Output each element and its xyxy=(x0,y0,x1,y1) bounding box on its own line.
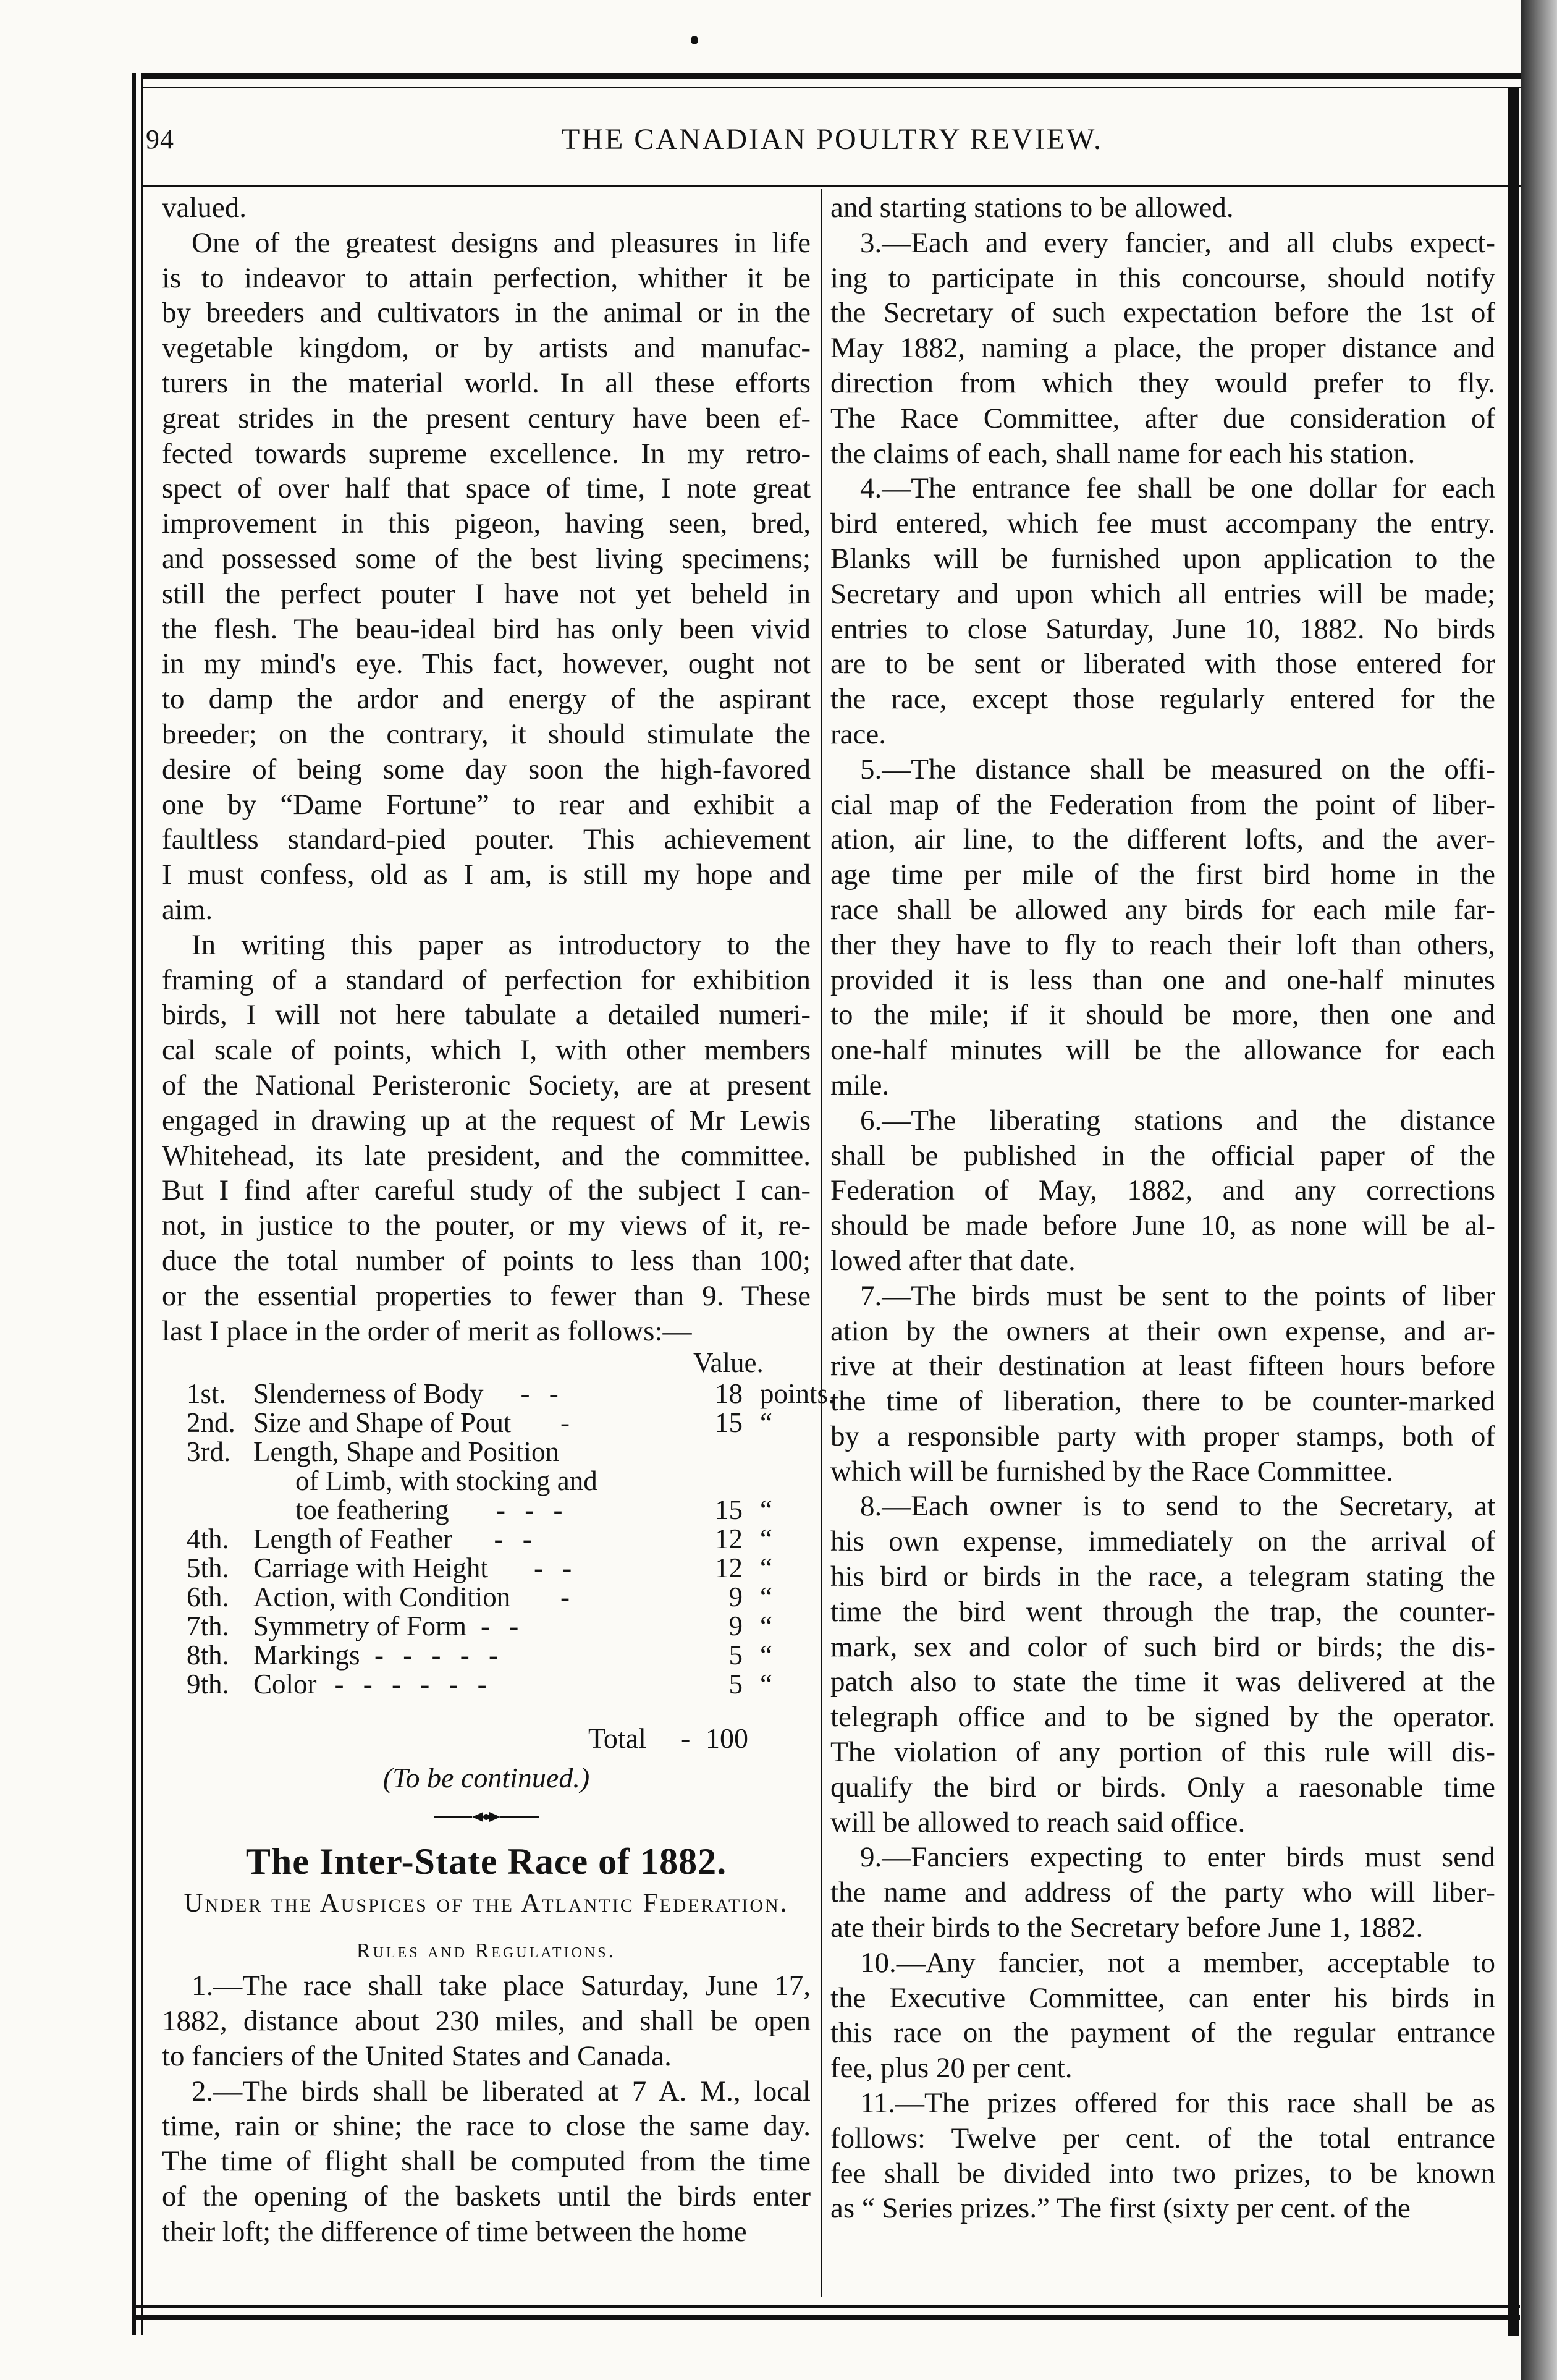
text-line: one by “Dame Fortune” to rear and exhibit a xyxy=(162,788,811,821)
text-line: 5.—The distance shall be measured on the offi- xyxy=(860,753,1495,786)
text-line: duce the total number of points to less than 100; xyxy=(162,1244,811,1277)
point-property: Color xyxy=(253,1669,317,1700)
text-line: direction from which they would prefer to fly. xyxy=(830,366,1495,399)
text-line: 1882, distance about 230 miles, and shall be open xyxy=(162,2005,811,2038)
text-line: ation, air line, to the different lofts, and the aver- xyxy=(830,823,1495,856)
text-line: the time of liberation, there to be counter-marked xyxy=(830,1385,1495,1418)
text-line: Federation of May, 1882, and any corrections xyxy=(830,1174,1495,1207)
text-line: patch also to state the time it was delivered at the xyxy=(830,1666,1495,1698)
text-line: time the bird went through the trap, the counter- xyxy=(830,1595,1495,1628)
text-line: desire of being some day soon the high-favored xyxy=(162,753,811,786)
point-value: 9 xyxy=(728,1582,743,1613)
points-total-row xyxy=(162,1721,811,1758)
point-unit: “ xyxy=(760,1494,772,1526)
running-title: THE CANADIAN POULTRY REVIEW. xyxy=(562,123,1103,156)
point-value: 18 xyxy=(715,1378,743,1410)
point-unit: “ xyxy=(760,1552,772,1584)
text-line: still the perfect pouter I have not yet beheld in xyxy=(162,577,811,610)
text-line: breeder; on the contrary, it should stimulate the xyxy=(162,718,811,750)
text-line: fected towards supreme excellence. In my retro- xyxy=(162,437,811,470)
text-line: last I place in the order of merit as follows:— xyxy=(162,1315,692,1347)
point-property: Action, with Condition xyxy=(253,1582,511,1613)
point-value: 12 xyxy=(715,1552,743,1584)
point-value: 5 xyxy=(728,1640,743,1671)
text-line: provided it is less than one and one-half minutes xyxy=(830,963,1495,996)
text-line: their loft; the difference of time between the home xyxy=(162,2215,747,2248)
text-line: this race on the payment of the regular entrance xyxy=(830,2017,1495,2049)
text-line: The violation of any portion of this rule will dis- xyxy=(830,1736,1495,1769)
text-line: rive at their destination at least fifteen hours before xyxy=(830,1350,1495,1383)
text-line: the Executive Committee, can enter his birds in xyxy=(830,1981,1495,2014)
total-value: 100 xyxy=(706,1722,748,1755)
point-dashes: - - xyxy=(481,1611,525,1642)
point-dashes: - - - - - xyxy=(374,1640,504,1671)
text-line: Whitehead, its late president, and the committee. xyxy=(162,1139,811,1172)
header-rule xyxy=(143,185,1521,187)
point-unit: “ xyxy=(760,1669,772,1700)
text-line: fee shall be divided into two prizes, to be known xyxy=(830,2157,1495,2190)
point-unit: “ xyxy=(760,1611,772,1642)
point-property: Length of Feather xyxy=(253,1523,453,1555)
right-border xyxy=(1508,87,1519,2336)
text-line: cial map of the Federation from the point of liber- xyxy=(830,788,1495,821)
text-line: ing to participate in this concourse, should notify xyxy=(830,261,1495,294)
points-row xyxy=(162,1525,811,1554)
text-line: ther they have to fly to reach their loft than others, xyxy=(830,928,1495,961)
text-line: 1.—The race shall take place Saturday, June 17, xyxy=(192,1970,811,2002)
ornament-divider-icon xyxy=(434,1810,539,1824)
text-line: One of the greatest designs and pleasures in life xyxy=(192,226,811,259)
text-line: or the essential properties to fewer than 9. These xyxy=(162,1279,811,1312)
point-property: Size and Shape of Pout xyxy=(253,1407,512,1439)
ink-dot xyxy=(691,36,698,44)
points-row xyxy=(162,1583,811,1612)
point-dashes: - xyxy=(560,1582,576,1613)
point-value: 9 xyxy=(728,1611,743,1642)
text-line: and possessed some of the best living specimens; xyxy=(162,542,811,575)
text-line: the flesh. The beau-ideal bird has only been vivid xyxy=(162,612,811,645)
points-row xyxy=(162,1612,811,1641)
point-property: Symmetry of Form xyxy=(253,1611,466,1642)
text-line: of the opening of the baskets until the birds enter xyxy=(162,2180,811,2213)
text-line: should be made before June 10, as none will be al- xyxy=(830,1209,1495,1242)
page-edge-shadow xyxy=(1521,0,1557,2380)
points-row xyxy=(162,1641,811,1670)
text-line: May 1882, naming a place, the proper distance and xyxy=(830,332,1495,365)
value-header: Value. xyxy=(693,1347,764,1379)
text-line: the name and address of the party who will liber- xyxy=(830,1876,1495,1909)
point-dashes: - - - xyxy=(496,1494,569,1526)
bottom-border-thick xyxy=(132,2315,1520,2320)
text-line: cal scale of points, which I, with other members xyxy=(162,1034,811,1067)
left-column-text xyxy=(162,190,811,1349)
text-line: turers in the material world. In all these efforts xyxy=(162,366,811,399)
text-line: framing of a standard of perfection for exhibition xyxy=(162,963,811,996)
text-line: mile. xyxy=(830,1069,890,1101)
text-line: time, rain or shine; the race to close the same day. xyxy=(162,2110,811,2143)
point-dashes: - - - - - - xyxy=(334,1669,493,1700)
text-line: Secretary and upon which all entries will be made; xyxy=(830,577,1495,610)
to-be-continued: (To be continued.) xyxy=(382,1762,590,1794)
text-line: fee, plus 20 per cent. xyxy=(830,2052,1073,2085)
text-line: But I find after careful study of the subject I can- xyxy=(162,1174,811,1207)
text-line: are to be sent or liberated with those entered for xyxy=(830,648,1495,680)
text-line: one-half minutes will be the allowance for each xyxy=(830,1034,1495,1067)
text-line: The time of flight shall be computed from the time xyxy=(162,2145,811,2178)
point-ordinal: 9th. xyxy=(187,1669,229,1700)
text-line: the claims of each, shall name for each his station. xyxy=(830,437,1416,470)
point-value: 12 xyxy=(715,1523,743,1555)
text-line: improvement in this pigeon, having seen, bred, xyxy=(162,507,811,540)
text-line: vegetable kingdom, or by artists and manufac- xyxy=(162,332,811,365)
text-line: his bird or birds in the race, a telegram stating the xyxy=(830,1561,1495,1593)
text-line: ate their birds to the Secretary before June 1, 1882. xyxy=(830,1912,1424,1944)
point-unit: “ xyxy=(760,1582,772,1613)
point-property-cont: of Limb, with stocking and xyxy=(295,1465,597,1497)
point-property: Length, Shape and Position xyxy=(253,1436,559,1468)
point-property: Slenderness of Body xyxy=(253,1378,484,1410)
total-label: Total xyxy=(588,1722,646,1755)
text-line: 10.—Any fancier, not a member, acceptable to xyxy=(860,1946,1495,1979)
text-line: 11.—The prizes offered for this race shall be as xyxy=(860,2087,1495,2120)
text-line: to the mile; if it should be more, then one and xyxy=(830,999,1495,1031)
text-line: is to indeavor to attain perfection, whither it be xyxy=(162,261,811,294)
point-unit: “ xyxy=(760,1407,772,1439)
points-row xyxy=(162,1408,811,1438)
bottom-border-thin xyxy=(132,2305,1520,2308)
points-row xyxy=(162,1378,835,1410)
point-property: Carriage with Height xyxy=(253,1552,488,1584)
point-dashes: - xyxy=(560,1407,576,1439)
top-border-thick xyxy=(143,73,1521,79)
point-unit: points. xyxy=(760,1378,835,1410)
point-ordinal: 7th. xyxy=(187,1611,229,1642)
points-row xyxy=(162,1670,811,1699)
text-line: aim. xyxy=(162,893,213,926)
text-line: 2.—The birds shall be liberated at 7 A. M., local xyxy=(192,2075,811,2107)
text-line: his own expense, immediately on the arrival of xyxy=(830,1525,1495,1558)
total-dash: - xyxy=(681,1722,691,1755)
text-line: and starting stations to be allowed. xyxy=(830,192,1234,224)
left-border-inner xyxy=(141,73,143,2335)
text-line: race. xyxy=(830,718,886,750)
point-value: 5 xyxy=(728,1669,743,1700)
text-line: by breeders and cultivators in the animal or in the xyxy=(162,297,811,329)
right-column-text xyxy=(830,190,1495,2226)
points-row-continuation xyxy=(162,1467,811,1496)
text-line: lowed after that date. xyxy=(830,1244,1076,1277)
right-column xyxy=(830,190,1495,2226)
article-title: The Inter-State Race of 1882. xyxy=(245,1841,727,1882)
points-table xyxy=(162,1347,835,1700)
point-dashes: - - xyxy=(534,1552,578,1584)
point-property-cont: toe feathering xyxy=(295,1494,449,1526)
point-value: 15 xyxy=(715,1407,743,1439)
text-line: faultless standard-pied pouter. This achievement xyxy=(162,823,811,856)
text-line: 7.—The birds must be sent to the points of liber xyxy=(860,1279,1495,1312)
top-border-thin xyxy=(143,87,1521,88)
article-subtitle: Under the Auspices of the Atlantic Federation. xyxy=(184,1889,789,1918)
text-line: shall be published in the official paper of the xyxy=(830,1139,1495,1172)
point-ordinal: 2nd. xyxy=(187,1407,235,1439)
text-line: to damp the ardor and energy of the aspirant xyxy=(162,683,811,716)
point-value: 15 xyxy=(715,1494,743,1526)
points-row xyxy=(162,1438,811,1467)
point-ordinal: 4th. xyxy=(187,1523,229,1555)
points-table-body xyxy=(162,1378,835,1700)
text-line: 9.—Fanciers expecting to enter birds must send xyxy=(860,1841,1495,1874)
point-ordinal: 3rd. xyxy=(187,1436,231,1468)
points-table-header xyxy=(162,1349,811,1379)
point-dashes: - - xyxy=(494,1523,538,1555)
point-unit: “ xyxy=(760,1640,772,1671)
text-line: as “ Series prizes.” The first (sixty per cent. of the xyxy=(830,2192,1411,2225)
text-line: valued. xyxy=(162,192,247,224)
text-line: race shall be allowed any birds for each mile far- xyxy=(830,893,1495,926)
text-line: telegraph office and to be signed by the operator. xyxy=(830,1701,1495,1734)
text-line: bird entered, which fee must accompany the entry. xyxy=(830,507,1495,540)
text-line: the Secretary of such expectation before the 1st of xyxy=(830,297,1495,329)
text-line: of the National Peristeronic Society, are at present xyxy=(162,1069,811,1101)
text-line: mark, sex and color of such bird or birds; the dis- xyxy=(830,1630,1495,1663)
point-ordinal: 6th. xyxy=(187,1582,229,1613)
text-line: in my mind's eye. This fact, however, ought not xyxy=(162,648,811,680)
left-border-outer xyxy=(132,73,136,2335)
text-line: birds, I will not here tabulate a detailed numeri- xyxy=(162,999,811,1031)
point-ordinal: 5th. xyxy=(187,1552,229,1584)
point-ordinal: 1st. xyxy=(187,1378,226,1410)
column-divider xyxy=(821,189,822,2297)
text-line: 4.—The entrance fee shall be one dollar for each xyxy=(860,472,1495,505)
point-unit: “ xyxy=(760,1523,772,1555)
text-line: age time per mile of the first bird home in the xyxy=(830,858,1495,891)
text-line: In writing this paper as introductory to the xyxy=(192,928,811,961)
text-line: to fanciers of the United States and Canada. xyxy=(162,2039,672,2072)
text-line: ation by the owners at their own expense, and ar- xyxy=(830,1315,1495,1347)
page-number: 94 xyxy=(146,124,174,155)
text-line: which will be furnished by the Race Committee. xyxy=(830,1455,1394,1488)
point-property: Markings xyxy=(253,1640,360,1671)
left-column xyxy=(162,190,835,2250)
text-line: not, in justice to the pouter, or my views of it, re- xyxy=(162,1209,811,1242)
point-ordinal: 8th. xyxy=(187,1640,229,1671)
text-line: Blanks will be furnished upon application to the xyxy=(830,542,1495,575)
points-row xyxy=(162,1554,811,1583)
points-row-continuation xyxy=(162,1496,811,1525)
text-line: follows: Twelve per cent. of the total entrance xyxy=(830,2122,1495,2154)
rules-text xyxy=(162,1968,811,2249)
point-dashes: - - xyxy=(520,1378,565,1410)
text-line: will be allowed to reach said office. xyxy=(830,1806,1246,1839)
text-line: 3.—Each and every fancier, and all clubs expect- xyxy=(860,226,1495,259)
text-line: 6.—The liberating stations and the distance xyxy=(860,1104,1495,1137)
text-line: engaged in drawing up at the request of Mr Lewis xyxy=(162,1104,811,1137)
section-ornament xyxy=(162,1798,811,1836)
rules-heading: Rules and Regulations. xyxy=(356,1939,617,1963)
text-line: qualify the bird or birds. Only a raesonable time xyxy=(830,1771,1495,1803)
text-line: great strides in the present century have been ef- xyxy=(162,402,811,434)
text-line: I must confess, old as I am, is still my hope and xyxy=(162,858,811,891)
text-line: spect of over half that space of time, I note great xyxy=(162,472,811,505)
text-line: by a responsible party with proper stamps, both of xyxy=(830,1420,1495,1452)
text-line: the race, except those regularly entered for the xyxy=(830,683,1495,716)
text-line: The Race Committee, after due consideration of xyxy=(830,402,1495,434)
text-line: 8.—Each owner is to send to the Secretary, at xyxy=(860,1490,1495,1523)
text-line: entries to close Saturday, June 10, 1882. No birds xyxy=(830,612,1495,645)
